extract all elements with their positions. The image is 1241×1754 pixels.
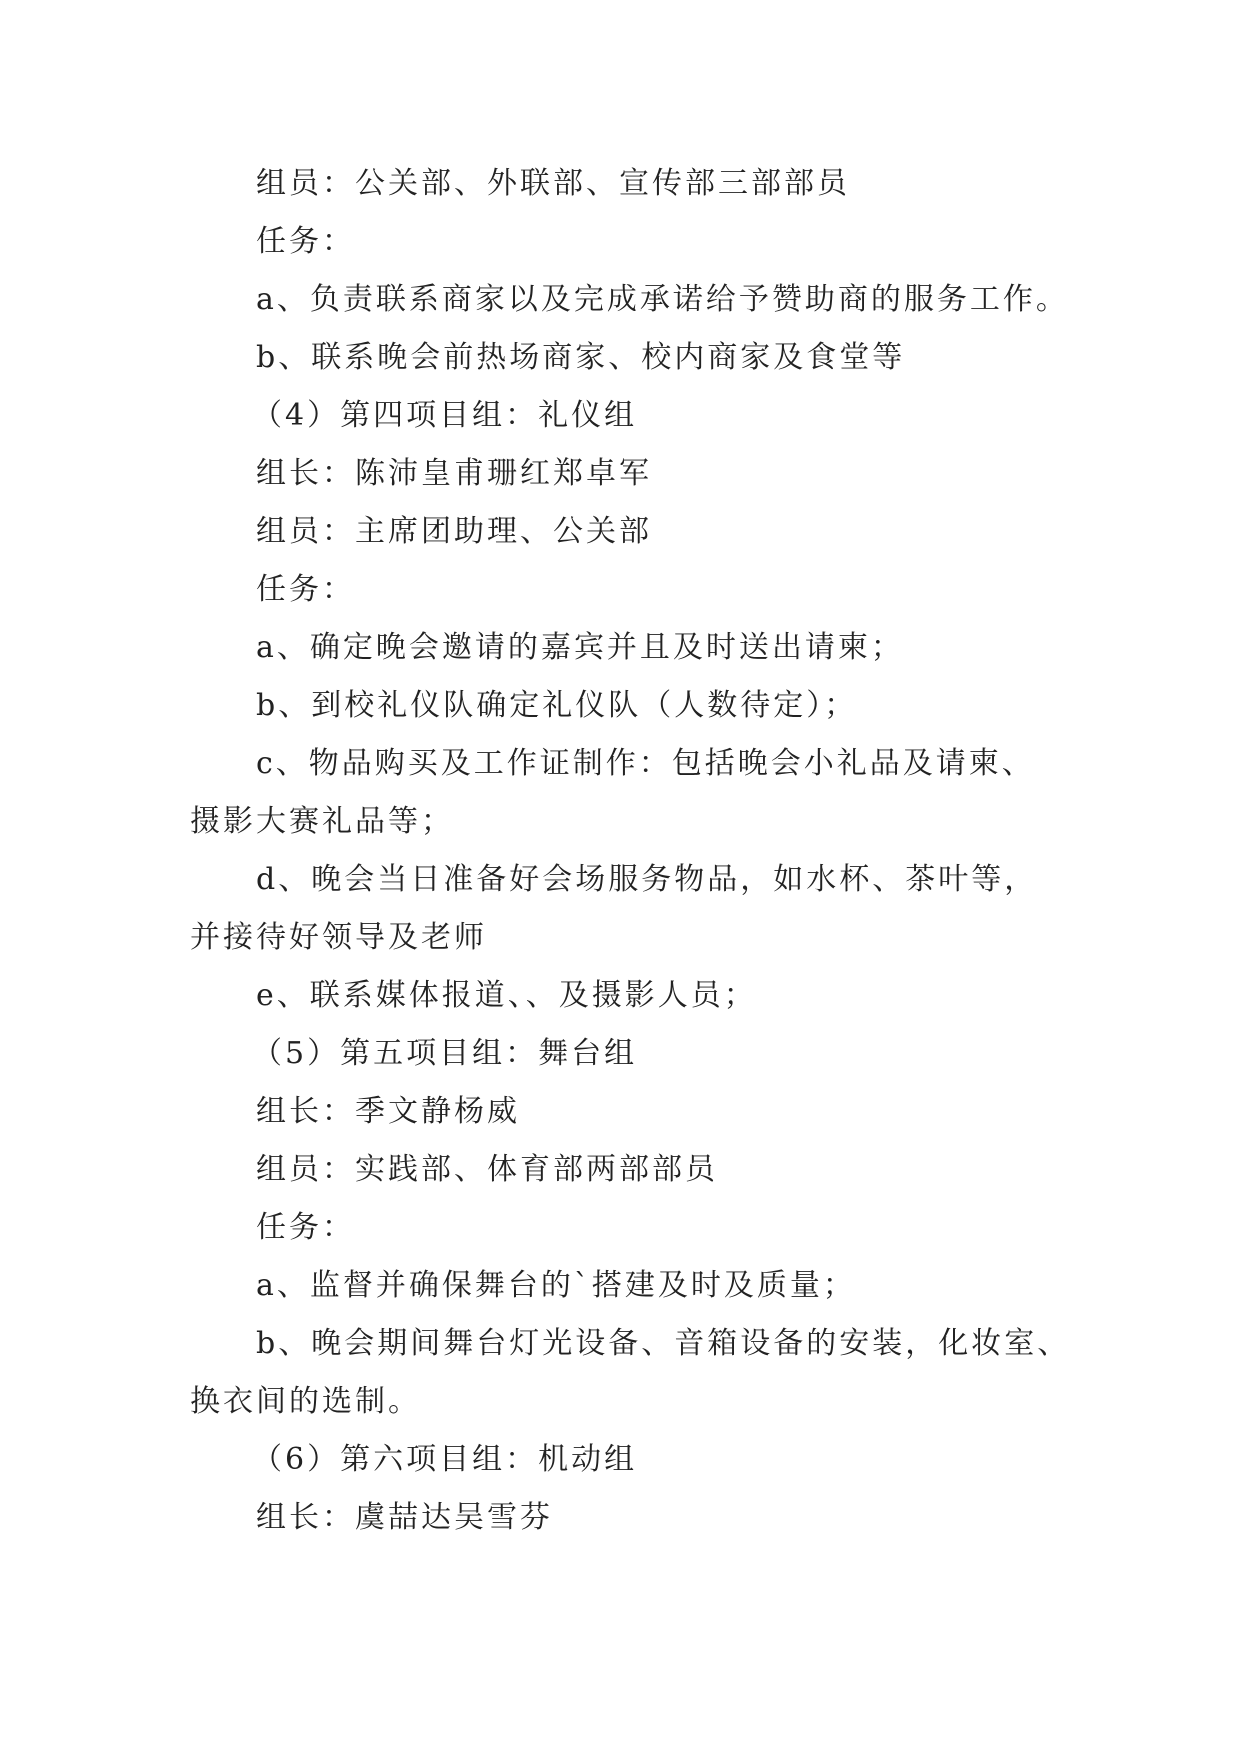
- text-line: 任务：: [256, 572, 355, 607]
- section-heading: （4）第四项目组：礼仪组: [252, 398, 638, 433]
- text-line: d、晚会当日准备好会场服务物品，如水杯、茶叶等，: [256, 862, 1038, 897]
- section-heading: （5）第五项目组：舞台组: [252, 1036, 638, 1071]
- text-line: b、联系晚会前热场商家、校内商家及食堂等: [256, 340, 906, 375]
- text-line: a、负责联系商家以及完成承诺给予赞助商的服务工作。: [256, 282, 1069, 317]
- text-line: b、到校礼仪队确定礼仪队（人数待定）；: [256, 688, 858, 723]
- text-line: 组员：实践部、体育部两部部员: [256, 1152, 718, 1187]
- text-line: e、联系媒体报道、、及摄影人员；: [256, 978, 757, 1013]
- text-line: c、物品购买及工作证制作：包括晚会小礼品及请柬、: [256, 746, 1035, 781]
- text-line: a、确定晚会邀请的嘉宾并且及时送出请柬；: [256, 630, 904, 665]
- text-line: 任务：: [256, 224, 355, 259]
- text-line: 组员：公关部、外联部、宣传部三部部员: [256, 166, 850, 201]
- text-line: 组长：季文静杨威: [256, 1094, 520, 1129]
- text-line: b、晚会期间舞台灯光设备、音箱设备的安装，化妆室、: [256, 1326, 1071, 1361]
- text-line: 任务：: [256, 1210, 355, 1245]
- text-line: 换衣间的选制。: [190, 1384, 421, 1419]
- text-line: 组长：虞喆达吴雪芬: [256, 1500, 553, 1535]
- text-line: a、监督并确保舞台的`搭建及时及质量；: [256, 1268, 856, 1303]
- text-line: 组员：主席团助理、公关部: [256, 514, 652, 549]
- section-heading: （6）第六项目组：机动组: [252, 1442, 638, 1477]
- text-line: 组长：陈沛皇甫珊红郑卓军: [256, 456, 652, 491]
- text-line: 摄影大赛礼品等；: [190, 804, 454, 839]
- text-line: 并接待好领导及老师: [190, 920, 487, 955]
